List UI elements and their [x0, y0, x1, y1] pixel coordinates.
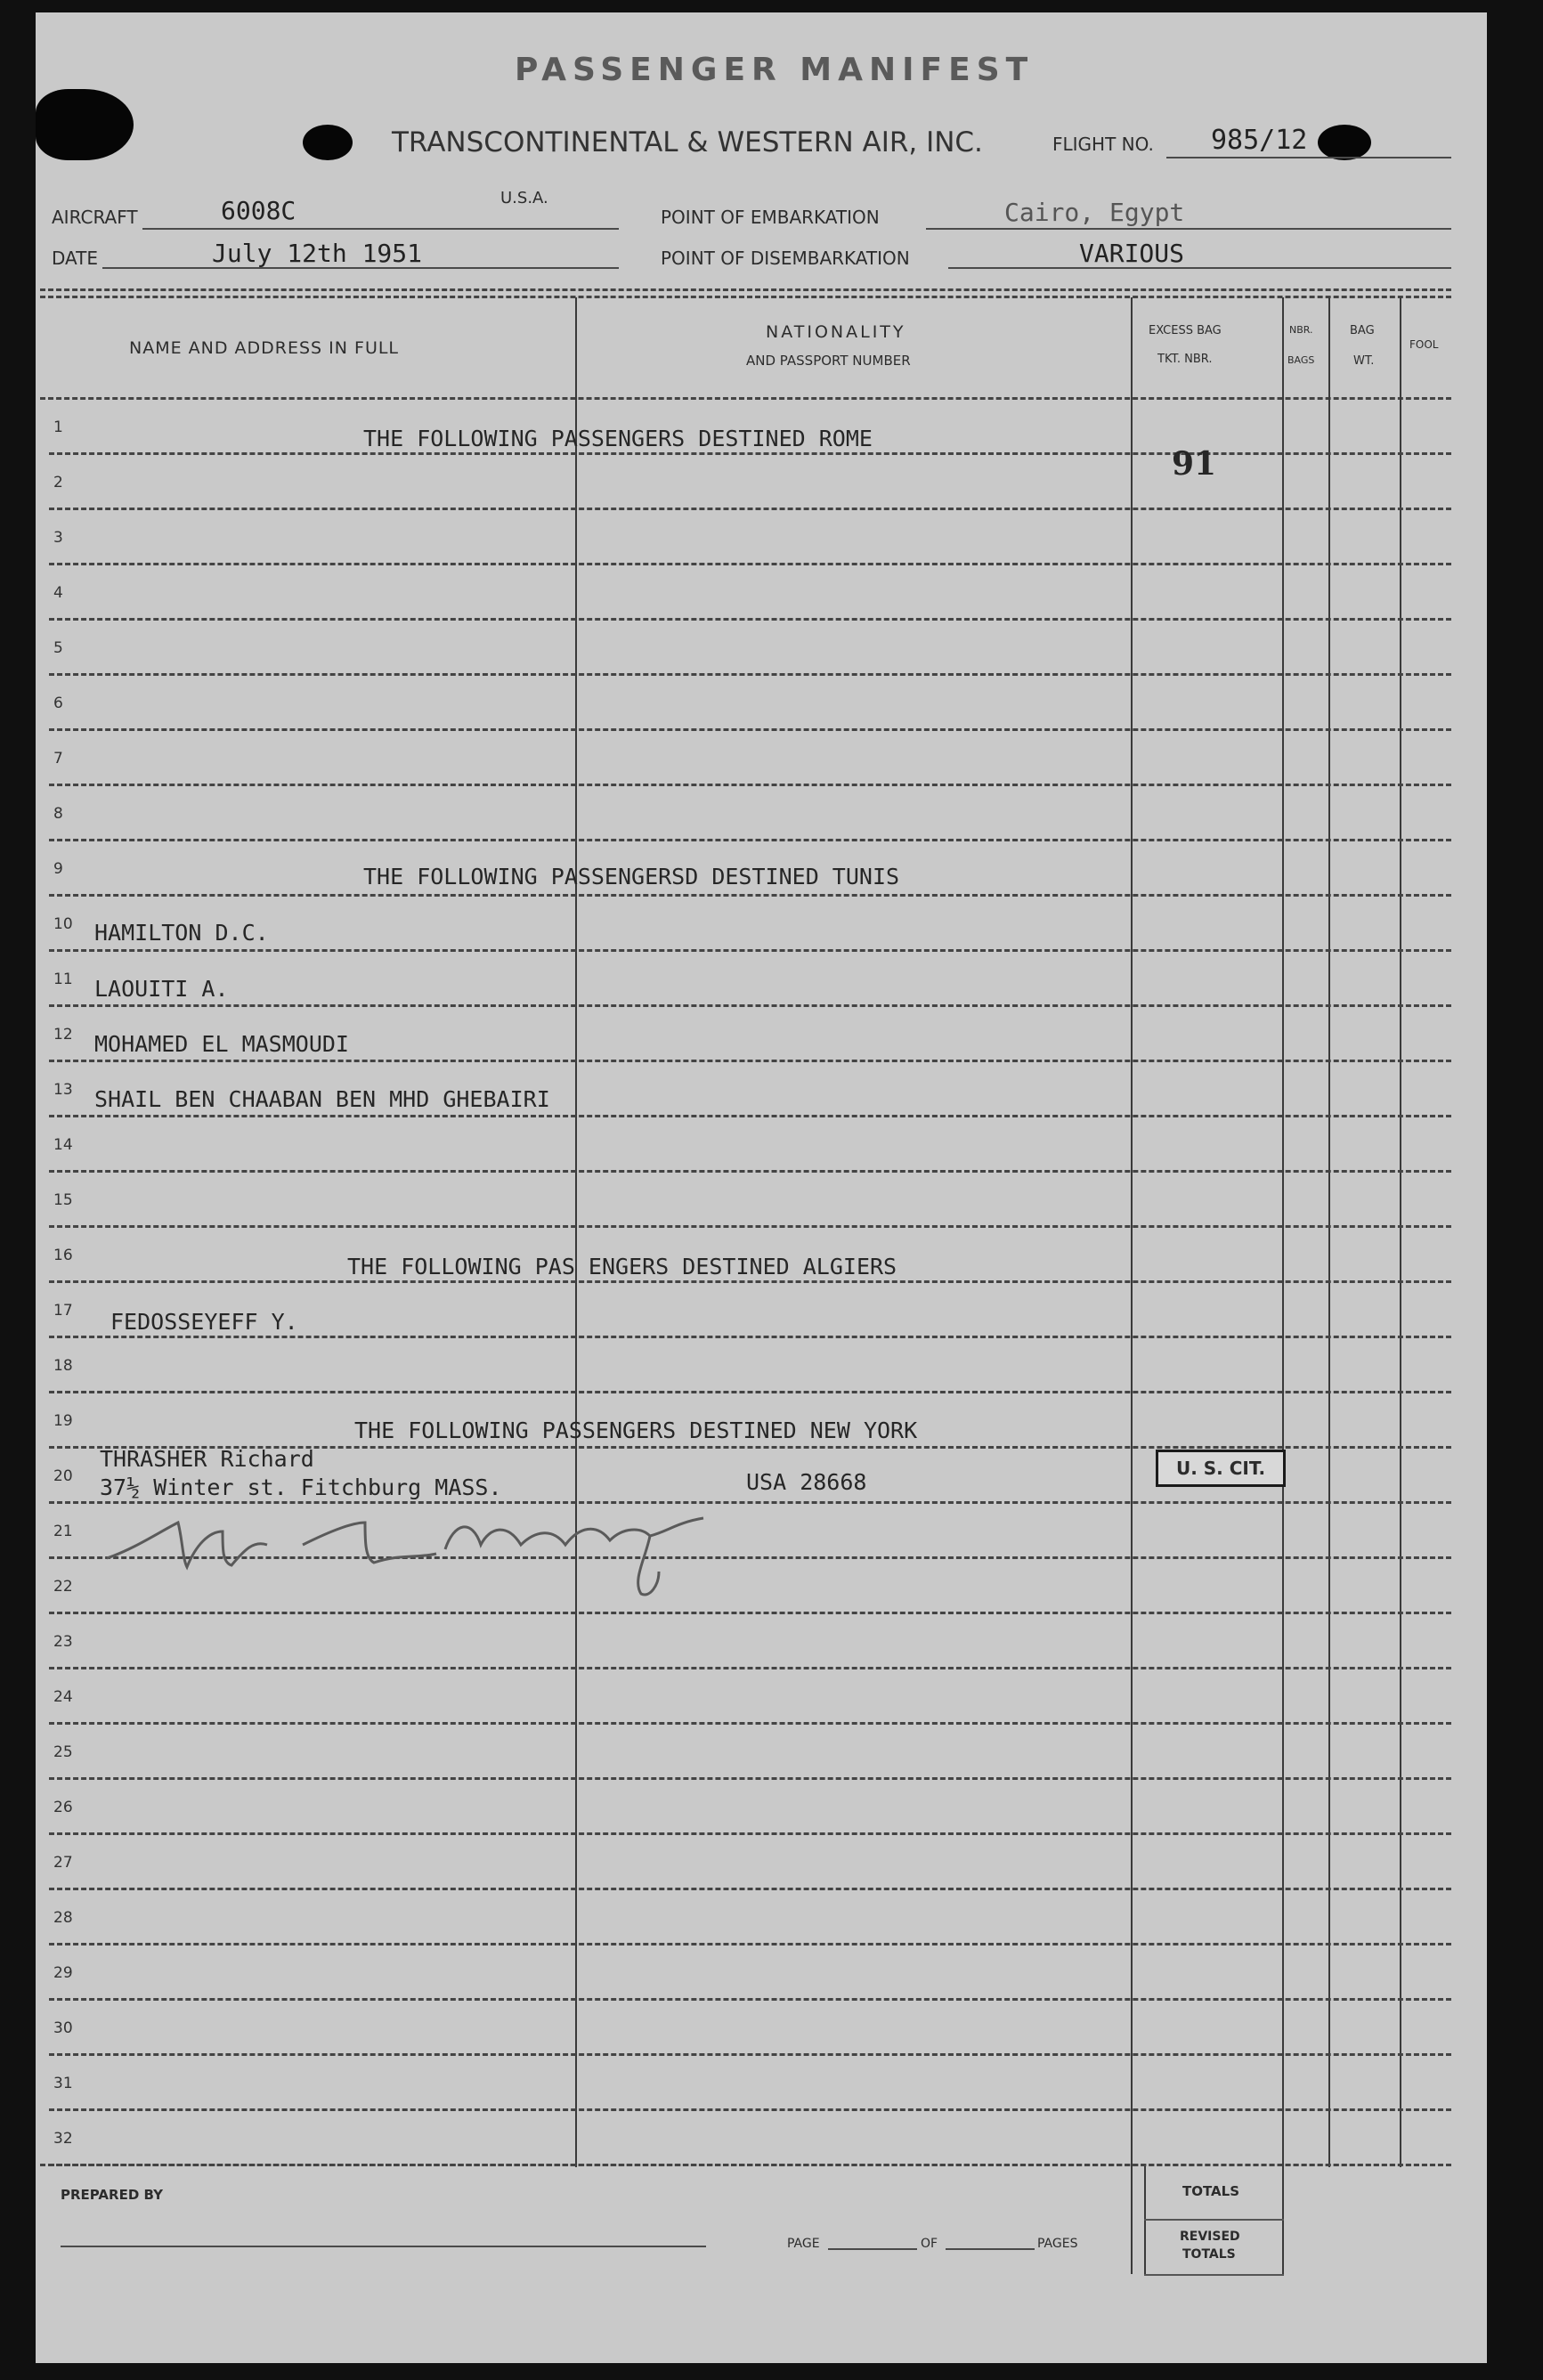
col-header-fool: FOOL: [1409, 338, 1439, 351]
col-header-bag-2: WT.: [1353, 354, 1375, 368]
row-number: 18: [53, 1357, 73, 1375]
row-number: 17: [53, 1302, 73, 1320]
row-rule: [49, 1888, 1451, 1890]
row-number: 16: [53, 1247, 73, 1264]
header-bottom-rule: [40, 397, 1451, 400]
row-rule: [49, 1280, 1451, 1283]
prepared-by-line: [61, 2246, 706, 2247]
col-header-name: NAME AND ADDRESS IN FULL: [129, 338, 400, 358]
revised-totals-label: TOTALS: [1182, 2247, 1236, 2262]
row-number: 14: [53, 1136, 73, 1154]
row-rule: [49, 1777, 1451, 1780]
col-header-passport: AND PASSPORT NUMBER: [746, 353, 911, 369]
row-number: 21: [53, 1523, 73, 1540]
row-number: 20: [53, 1467, 73, 1485]
row-rule: [49, 1722, 1451, 1725]
country-label: U.S.A.: [500, 189, 548, 207]
col-header-nationality: NATIONALITY: [766, 322, 906, 342]
row-number: 22: [53, 1578, 73, 1596]
passenger-row-13: SHAIL BEN CHAABAN BEN MHD GHEBAIRI: [94, 1086, 550, 1112]
row-number: 6: [53, 695, 63, 712]
row-number: 4: [53, 584, 63, 602]
of-label: OF: [921, 2237, 938, 2251]
passenger-row-20-name: THRASHER Richard: [100, 1446, 314, 1472]
punch-hole-right: [1318, 125, 1371, 160]
punch-hole-left: [36, 89, 134, 160]
punch-hole-center: [303, 125, 353, 160]
airline-name: TRANSCONTINENTAL & WESTERN AIR, INC.: [392, 126, 983, 158]
row-number: 8: [53, 805, 63, 823]
algiers-heading: THE FOLLOWING PAS ENGERS DESTINED ALGIERS: [347, 1254, 897, 1279]
row-rule: [49, 839, 1451, 841]
row-number: 27: [53, 1854, 73, 1872]
tunis-heading: THE FOLLOWING PASSENGERSD DESTINED TUNIS: [363, 864, 900, 889]
row-number: 30: [53, 2019, 73, 2037]
prepared-by-label: PREPARED BY: [61, 2187, 163, 2203]
manifest-title: PASSENGER MANIFEST: [515, 52, 1035, 88]
rome-excess-number: 91: [1172, 445, 1217, 483]
row-rule: [49, 1612, 1451, 1614]
row-number: 25: [53, 1743, 73, 1761]
col-divider-name: [575, 297, 577, 2167]
row-rule: [49, 1391, 1451, 1393]
row-number: 23: [53, 1633, 73, 1651]
col-header-excess-1: EXCESS BAG: [1149, 324, 1222, 337]
row-number: 15: [53, 1191, 73, 1209]
row-rule: [49, 2164, 1451, 2166]
row-rule: [49, 1667, 1451, 1669]
col-header-excess-2: TKT. NBR.: [1157, 353, 1213, 366]
disembark-label: POINT OF DISEMBARKATION: [661, 248, 910, 269]
passenger-row-20-address: 37½ Winter st. Fitchburg MASS.: [100, 1474, 502, 1500]
row-number: 2: [53, 474, 63, 491]
row-number: 12: [53, 1026, 73, 1044]
row-number: 19: [53, 1412, 73, 1430]
flight-label: FLIGHT NO.: [1052, 134, 1154, 155]
table-top-rule-2: [40, 296, 1451, 298]
passenger-row-12: MOHAMED EL MASMOUDI: [94, 1031, 349, 1057]
row-number: 3: [53, 529, 63, 547]
passenger-row-10: HAMILTON D.C.: [94, 920, 269, 946]
date-value: July 12th 1951: [212, 239, 423, 268]
row-number: 7: [53, 750, 63, 768]
embark-line: [926, 228, 1451, 230]
date-label: DATE: [52, 248, 99, 269]
row-number: 11: [53, 971, 73, 988]
row-number: 13: [53, 1081, 73, 1099]
of-line: [946, 2248, 1035, 2250]
aircraft-line: [142, 228, 619, 230]
table-top-rule: [40, 288, 1451, 291]
row-rule: [49, 1225, 1451, 1228]
passenger-row-20-passport: USA 28668: [746, 1469, 867, 1495]
row-rule: [49, 1943, 1451, 1945]
row-rule: [49, 563, 1451, 565]
passenger-row-17: FEDOSSEYEFF Y.: [110, 1309, 298, 1335]
totals-box-bottom: [1144, 2274, 1284, 2276]
row-rule: [49, 1115, 1451, 1117]
row-number: 32: [53, 2130, 73, 2148]
row-rule: [49, 2053, 1451, 2056]
aircraft-label: AIRCRAFT: [52, 207, 138, 228]
embark-label: POINT OF EMBARKATION: [661, 207, 880, 228]
disembark-value: VARIOUS: [1079, 239, 1185, 268]
row-number: 10: [53, 915, 73, 933]
row-rule: [49, 1004, 1451, 1007]
row-number: 31: [53, 2075, 73, 2092]
row-rule: [49, 508, 1451, 510]
row-number: 1: [53, 418, 63, 436]
row-rule: [49, 618, 1451, 621]
new-york-heading: THE FOLLOWING PASSENGERS DESTINED NEW YORK: [354, 1417, 918, 1443]
row-rule: [49, 894, 1451, 897]
aircraft-value: 6008C: [221, 196, 296, 225]
row-rule: [49, 1832, 1451, 1835]
col-divider-nationality: [1131, 297, 1133, 2274]
col-header-nbr-2: BAGS: [1287, 354, 1315, 366]
row-number: 9: [53, 860, 63, 878]
row-number: 24: [53, 1688, 73, 1706]
col-divider-bag: [1400, 297, 1401, 2167]
row-rule: [49, 784, 1451, 786]
row-rule: [49, 2108, 1451, 2111]
row-rule: [49, 1060, 1451, 1062]
row-rule: [49, 728, 1451, 731]
disembark-line: [948, 267, 1451, 269]
row-rule: [49, 949, 1451, 952]
flight-line: [1166, 157, 1451, 158]
page-label: PAGE: [787, 2237, 820, 2251]
row-number: 5: [53, 639, 63, 657]
col-divider-nbr: [1328, 297, 1330, 2167]
col-divider-excess: [1282, 297, 1284, 2274]
col-header-nbr-1: NBR.: [1289, 324, 1313, 336]
totals-label: TOTALS: [1182, 2183, 1240, 2199]
row-number: 26: [53, 1799, 73, 1816]
pages-label: PAGES: [1037, 2237, 1078, 2251]
totals-box-mid: [1144, 2219, 1284, 2221]
page-line: [828, 2248, 917, 2250]
row-rule: [49, 1998, 1451, 2001]
us-citizen-stamp: U. S. CIT.: [1156, 1450, 1286, 1487]
row-number: 28: [53, 1909, 73, 1927]
date-line: [102, 267, 619, 269]
row-rule: [49, 1170, 1451, 1173]
embark-value: Cairo, Egypt: [1004, 198, 1185, 227]
flight-number: 985/12: [1211, 125, 1308, 156]
col-header-bag-1: BAG: [1350, 324, 1375, 337]
row-rule: [49, 1336, 1451, 1338]
signature-graphic: [98, 1496, 721, 1603]
row-rule: [49, 673, 1451, 676]
row-number: 29: [53, 1964, 73, 1982]
passenger-row-11: LAOUITI A.: [94, 976, 229, 1002]
row-rule: [49, 452, 1451, 455]
rome-heading: THE FOLLOWING PASSENGERS DESTINED ROME: [363, 426, 873, 451]
revised-label: REVISED: [1180, 2230, 1240, 2244]
